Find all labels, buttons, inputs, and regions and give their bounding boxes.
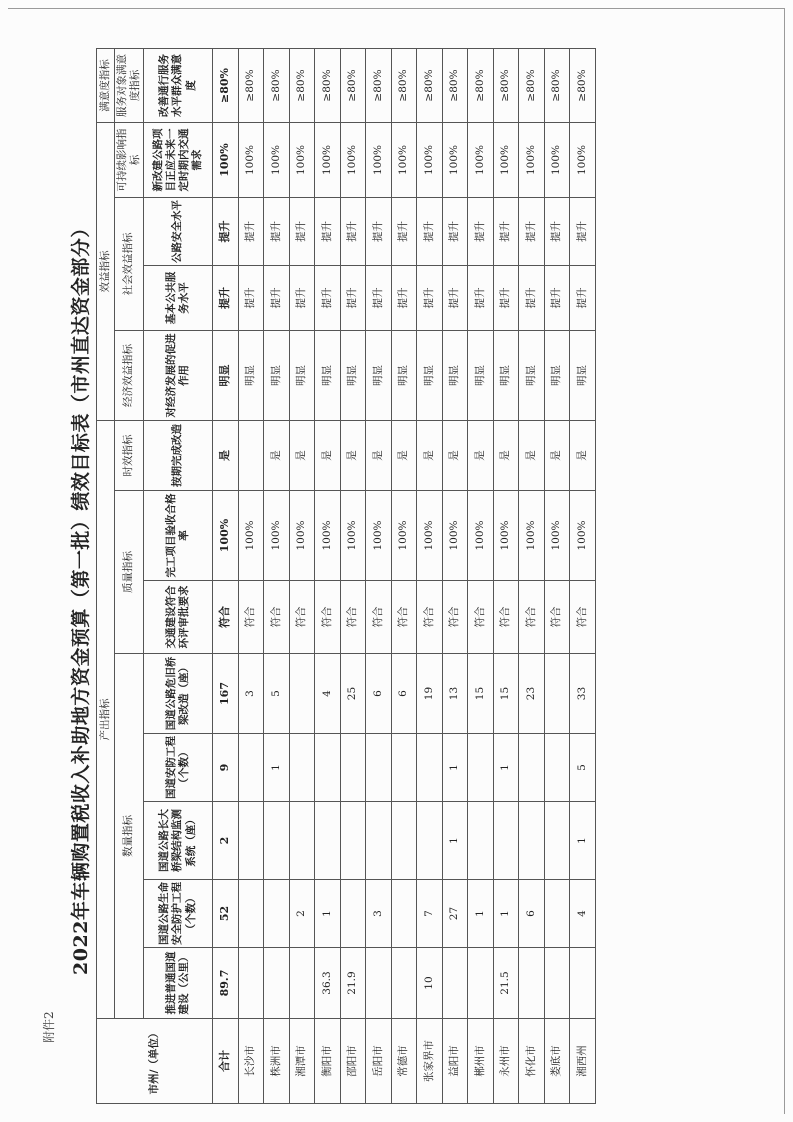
table-cell xyxy=(519,802,545,880)
table-cell: 提升 xyxy=(570,198,596,266)
table-cell: 符合 xyxy=(238,581,264,654)
table-cell: 21.5 xyxy=(493,948,519,1019)
table-cell: 明显 xyxy=(519,331,545,421)
table-cell: 符合 xyxy=(442,581,468,654)
table-cell: 提升 xyxy=(468,198,494,266)
table-cell: 提升 xyxy=(366,198,392,266)
table-cell: 100% xyxy=(340,123,366,198)
table-cell: 7 xyxy=(417,880,443,948)
table-cell: 10 xyxy=(417,948,443,1019)
table-cell xyxy=(544,802,570,880)
table-cell: 明显 xyxy=(570,331,596,421)
table-cell: 100% xyxy=(468,123,494,198)
table-cell: 100% xyxy=(340,491,366,581)
table-cell: 提升 xyxy=(391,266,417,331)
table-cell: ≥80% xyxy=(519,49,545,123)
col-header: 国道公路危旧桥梁改造（座） xyxy=(144,654,213,734)
table-cell: ≥80% xyxy=(442,49,468,123)
table-cell: 5 xyxy=(264,654,290,734)
table-cell: 是 xyxy=(315,421,341,491)
table-cell: 符合 xyxy=(391,581,417,654)
table-cell: 提升 xyxy=(289,266,315,331)
row-name-cell: 合计 xyxy=(213,1019,239,1104)
table-cell xyxy=(544,654,570,734)
table-cell xyxy=(391,948,417,1019)
header-quantity: 数量指标 xyxy=(115,654,144,1019)
table-cell: 2 xyxy=(213,802,239,880)
table-cell: 提升 xyxy=(366,266,392,331)
table-cell: 提升 xyxy=(264,198,290,266)
table-cell: 提升 xyxy=(493,266,519,331)
table-cell: 符合 xyxy=(315,581,341,654)
table-cell: 100% xyxy=(315,123,341,198)
attachment-label: 附件2 xyxy=(42,1011,56,1043)
table-cell xyxy=(442,948,468,1019)
table-cell: 是 xyxy=(442,421,468,491)
col-header: 对经济发展的促进作用 xyxy=(144,331,213,421)
table-cell: 明显 xyxy=(442,331,468,421)
table-cell: 提升 xyxy=(238,198,264,266)
table-cell: 是 xyxy=(417,421,443,491)
table-cell: 1 xyxy=(315,880,341,948)
table-cell: ≥80% xyxy=(417,49,443,123)
table-row xyxy=(519,49,545,1104)
table-cell: 是 xyxy=(519,421,545,491)
col-header: 基本公共服务水平 xyxy=(144,266,213,331)
table-cell: 提升 xyxy=(264,266,290,331)
table-cell: 100% xyxy=(442,123,468,198)
table-cell: 明显 xyxy=(493,331,519,421)
row-name-cell: 长沙市 xyxy=(238,1019,264,1104)
table-cell: 100% xyxy=(493,123,519,198)
row-name-cell: 娄底市 xyxy=(544,1019,570,1104)
table-row xyxy=(570,49,596,1104)
header-output: 产出指标 xyxy=(97,421,115,1019)
col-header: 推进普通国道建设（公里） xyxy=(144,948,213,1019)
table-cell xyxy=(264,880,290,948)
table-cell: 100% xyxy=(417,123,443,198)
table-cell xyxy=(544,948,570,1019)
table-cell xyxy=(468,734,494,802)
table-cell: 符合 xyxy=(519,581,545,654)
table-cell: 6 xyxy=(519,880,545,948)
table-cell: 100% xyxy=(366,491,392,581)
table-cell: 符合 xyxy=(213,581,239,654)
table-cell xyxy=(391,802,417,880)
table-cell: ≥80% xyxy=(289,49,315,123)
table-cell xyxy=(340,880,366,948)
table-cell xyxy=(238,880,264,948)
table-cell xyxy=(544,880,570,948)
table-cell: 3 xyxy=(366,880,392,948)
table-cell: 15 xyxy=(468,654,494,734)
header-satisfaction: 满意度指标 xyxy=(97,49,115,123)
table-cell: 100% xyxy=(570,123,596,198)
table-cell: 提升 xyxy=(442,198,468,266)
table-cell: 提升 xyxy=(238,266,264,331)
table-cell: 明显 xyxy=(264,331,290,421)
header-service-satisfaction: 服务对象满意度指标 xyxy=(115,49,144,123)
table-cell: 是 xyxy=(213,421,239,491)
col-header: 交通建设符合环评审批要求 xyxy=(144,581,213,654)
table-cell: 1 xyxy=(442,734,468,802)
table-cell: 100% xyxy=(238,491,264,581)
table-cell: 提升 xyxy=(289,198,315,266)
table-cell: 23 xyxy=(519,654,545,734)
table-cell: 提升 xyxy=(493,198,519,266)
table-cell: 4 xyxy=(570,880,596,948)
table-cell xyxy=(238,802,264,880)
row-name-cell: 永州市 xyxy=(493,1019,519,1104)
table-cell xyxy=(366,734,392,802)
table-row xyxy=(417,49,443,1104)
header-social: 社会效益指标 xyxy=(115,198,144,331)
table-cell: 提升 xyxy=(442,266,468,331)
col-header: 公路安全水平 xyxy=(144,198,213,266)
table-row xyxy=(264,49,290,1104)
row-name-cell: 张家界市 xyxy=(417,1019,443,1104)
table-cell: 是 xyxy=(493,421,519,491)
table-cell: ≥80% xyxy=(493,49,519,123)
table-row xyxy=(238,49,264,1104)
table-cell xyxy=(315,734,341,802)
table-cell: 1 xyxy=(570,802,596,880)
col-header: 国道公路长大桥梁结构监测系统（座） xyxy=(144,802,213,880)
table-cell: 2 xyxy=(289,880,315,948)
header-sustain: 可持续影响指标 xyxy=(115,123,144,198)
table-cell: 符合 xyxy=(264,581,290,654)
table-cell: 6 xyxy=(366,654,392,734)
header-timeliness: 时效指标 xyxy=(115,421,144,491)
table-cell: 167 xyxy=(213,654,239,734)
table-cell: 100% xyxy=(391,123,417,198)
header-city: 市州/（单位） xyxy=(97,1019,213,1104)
row-name-cell: 常德市 xyxy=(391,1019,417,1104)
table-row xyxy=(442,49,468,1104)
table-cell xyxy=(289,734,315,802)
table-cell: ≥80% xyxy=(544,49,570,123)
table-cell: 100% xyxy=(519,123,545,198)
table-cell: 是 xyxy=(544,421,570,491)
table-cell xyxy=(366,802,392,880)
table-cell: 1 xyxy=(264,734,290,802)
table-cell: 100% xyxy=(468,491,494,581)
table-cell: 1 xyxy=(493,880,519,948)
col-header: 完工项目验收合格率 xyxy=(144,491,213,581)
rotated-document xyxy=(66,54,786,1104)
table-cell: 100% xyxy=(366,123,392,198)
table-cell: 符合 xyxy=(417,581,443,654)
table-cell: 3 xyxy=(238,654,264,734)
table-cell: 明显 xyxy=(391,331,417,421)
table-cell: 19 xyxy=(417,654,443,734)
table-cell: 符合 xyxy=(289,581,315,654)
table-cell: 5 xyxy=(570,734,596,802)
table-cell: 1 xyxy=(468,880,494,948)
table-cell: 100% xyxy=(544,491,570,581)
header-effect: 效益指标 xyxy=(97,123,115,421)
table-cell: 明显 xyxy=(289,331,315,421)
table-cell xyxy=(289,654,315,734)
header-economic: 经济效益指标 xyxy=(115,331,144,421)
table-cell xyxy=(340,734,366,802)
table-cell: 明显 xyxy=(468,331,494,421)
table-cell: 100% xyxy=(264,123,290,198)
table-cell: 是 xyxy=(391,421,417,491)
table-cell xyxy=(391,734,417,802)
col-header: 国道安防工程（个数） xyxy=(144,734,213,802)
table-cell: 89.7 xyxy=(213,948,239,1019)
table-cell: 100% xyxy=(264,491,290,581)
table-cell: 是 xyxy=(264,421,290,491)
table-cell: 提升 xyxy=(213,266,239,331)
table-cell: 明显 xyxy=(238,331,264,421)
table-cell xyxy=(417,802,443,880)
table-cell: 明显 xyxy=(417,331,443,421)
table-cell: 是 xyxy=(289,421,315,491)
table-cell xyxy=(468,802,494,880)
table-cell xyxy=(366,948,392,1019)
header-quality: 质量指标 xyxy=(115,491,144,654)
table-cell: 15 xyxy=(493,654,519,734)
table-cell: 100% xyxy=(213,491,239,581)
table-cell: 符合 xyxy=(366,581,392,654)
table-cell: 100% xyxy=(213,123,239,198)
table-cell: 提升 xyxy=(340,198,366,266)
row-name-cell: 邵阳市 xyxy=(340,1019,366,1104)
table-cell: 33 xyxy=(570,654,596,734)
table-cell xyxy=(238,734,264,802)
table-cell: 27 xyxy=(442,880,468,948)
col-header: 国道公路生命安全防护工程（个数） xyxy=(144,880,213,948)
table-cell xyxy=(238,421,264,491)
table-cell xyxy=(544,734,570,802)
table-cell: 是 xyxy=(366,421,392,491)
table-cell: 21.9 xyxy=(340,948,366,1019)
table-cell: 提升 xyxy=(417,198,443,266)
table-cell: 1 xyxy=(442,802,468,880)
table-cell: 明显 xyxy=(213,331,239,421)
table-cell: ≥80% xyxy=(213,49,239,123)
table-cell xyxy=(391,880,417,948)
col-header: 按期完成改造 xyxy=(144,421,213,491)
table-cell: ≥80% xyxy=(468,49,494,123)
table-row xyxy=(366,49,392,1104)
total-row xyxy=(213,49,239,1104)
document-title: 2022年车辆购置税收入补助地方资金预算（第一批）绩效目标表（市州直达资金部分） xyxy=(70,218,92,975)
table-cell: 提升 xyxy=(519,266,545,331)
table-cell: 100% xyxy=(544,123,570,198)
table-cell: 100% xyxy=(493,491,519,581)
table-cell xyxy=(468,948,494,1019)
table-cell xyxy=(264,948,290,1019)
row-name-cell: 衡阳市 xyxy=(315,1019,341,1104)
table-cell: 4 xyxy=(315,654,341,734)
col-header: 改善通行服务水平群众满意度 xyxy=(144,49,213,123)
scan-edge-top xyxy=(8,8,785,9)
table-cell: 符合 xyxy=(544,581,570,654)
table-cell: 符合 xyxy=(340,581,366,654)
table-cell: 36.3 xyxy=(315,948,341,1019)
table-cell: 提升 xyxy=(315,198,341,266)
table-cell: ≥80% xyxy=(238,49,264,123)
table-cell: 25 xyxy=(340,654,366,734)
row-name-cell: 湘潭市 xyxy=(289,1019,315,1104)
row-name-cell: 岳阳市 xyxy=(366,1019,392,1104)
table-cell: 提升 xyxy=(468,266,494,331)
row-name-cell: 怀化市 xyxy=(519,1019,545,1104)
table-cell xyxy=(519,734,545,802)
table-cell xyxy=(264,802,290,880)
table-cell: 100% xyxy=(442,491,468,581)
table-cell: 是 xyxy=(340,421,366,491)
col-header: 新改建公路项目正应未来一定时期内交通需求 xyxy=(144,123,213,198)
table-cell: 提升 xyxy=(417,266,443,331)
table-cell: 100% xyxy=(238,123,264,198)
table-cell: 是 xyxy=(468,421,494,491)
table-cell: 100% xyxy=(519,491,545,581)
table-cell xyxy=(570,948,596,1019)
table-cell: 9 xyxy=(213,734,239,802)
table-cell: 是 xyxy=(570,421,596,491)
table-cell: 100% xyxy=(570,491,596,581)
table-cell: 100% xyxy=(289,491,315,581)
table-cell xyxy=(289,802,315,880)
table-cell: 100% xyxy=(417,491,443,581)
table-cell: 提升 xyxy=(519,198,545,266)
table-cell: ≥80% xyxy=(570,49,596,123)
table-cell xyxy=(519,948,545,1019)
table-cell: ≥80% xyxy=(366,49,392,123)
table-cell: 提升 xyxy=(391,198,417,266)
table-cell: ≥80% xyxy=(315,49,341,123)
performance-target-table xyxy=(96,48,596,1104)
table-cell: ≥80% xyxy=(340,49,366,123)
table-cell xyxy=(417,734,443,802)
table-row xyxy=(315,49,341,1104)
table-cell: 1 xyxy=(493,734,519,802)
table-cell: 符合 xyxy=(493,581,519,654)
table-cell: 明显 xyxy=(340,331,366,421)
table-row xyxy=(468,49,494,1104)
table-cell: 符合 xyxy=(468,581,494,654)
table-row xyxy=(289,49,315,1104)
table-cell: 100% xyxy=(315,491,341,581)
table-cell: 100% xyxy=(391,491,417,581)
table-row xyxy=(340,49,366,1104)
table-cell: 6 xyxy=(391,654,417,734)
row-name-cell: 郴州市 xyxy=(468,1019,494,1104)
table-body xyxy=(213,49,596,1104)
table-cell: 提升 xyxy=(544,266,570,331)
table-cell xyxy=(315,802,341,880)
table-cell: 提升 xyxy=(213,198,239,266)
table-cell: 明显 xyxy=(366,331,392,421)
table-cell: 提升 xyxy=(544,198,570,266)
table-cell: 明显 xyxy=(544,331,570,421)
table-cell: 提升 xyxy=(315,266,341,331)
table-cell: 13 xyxy=(442,654,468,734)
row-name-cell: 株洲市 xyxy=(264,1019,290,1104)
table-cell: 提升 xyxy=(570,266,596,331)
table-cell: 明显 xyxy=(315,331,341,421)
row-name-cell: 益阳市 xyxy=(442,1019,468,1104)
table-cell: ≥80% xyxy=(264,49,290,123)
table-row xyxy=(391,49,417,1104)
table-cell xyxy=(238,948,264,1019)
table-cell: ≥80% xyxy=(391,49,417,123)
table-row xyxy=(493,49,519,1104)
row-name-cell: 湘西州 xyxy=(570,1019,596,1104)
table-cell xyxy=(340,802,366,880)
table-cell: 100% xyxy=(289,123,315,198)
table-cell xyxy=(493,802,519,880)
table-cell: 符合 xyxy=(570,581,596,654)
table-cell: 52 xyxy=(213,880,239,948)
table-cell xyxy=(289,948,315,1019)
table-row xyxy=(544,49,570,1104)
table-cell: 提升 xyxy=(340,266,366,331)
